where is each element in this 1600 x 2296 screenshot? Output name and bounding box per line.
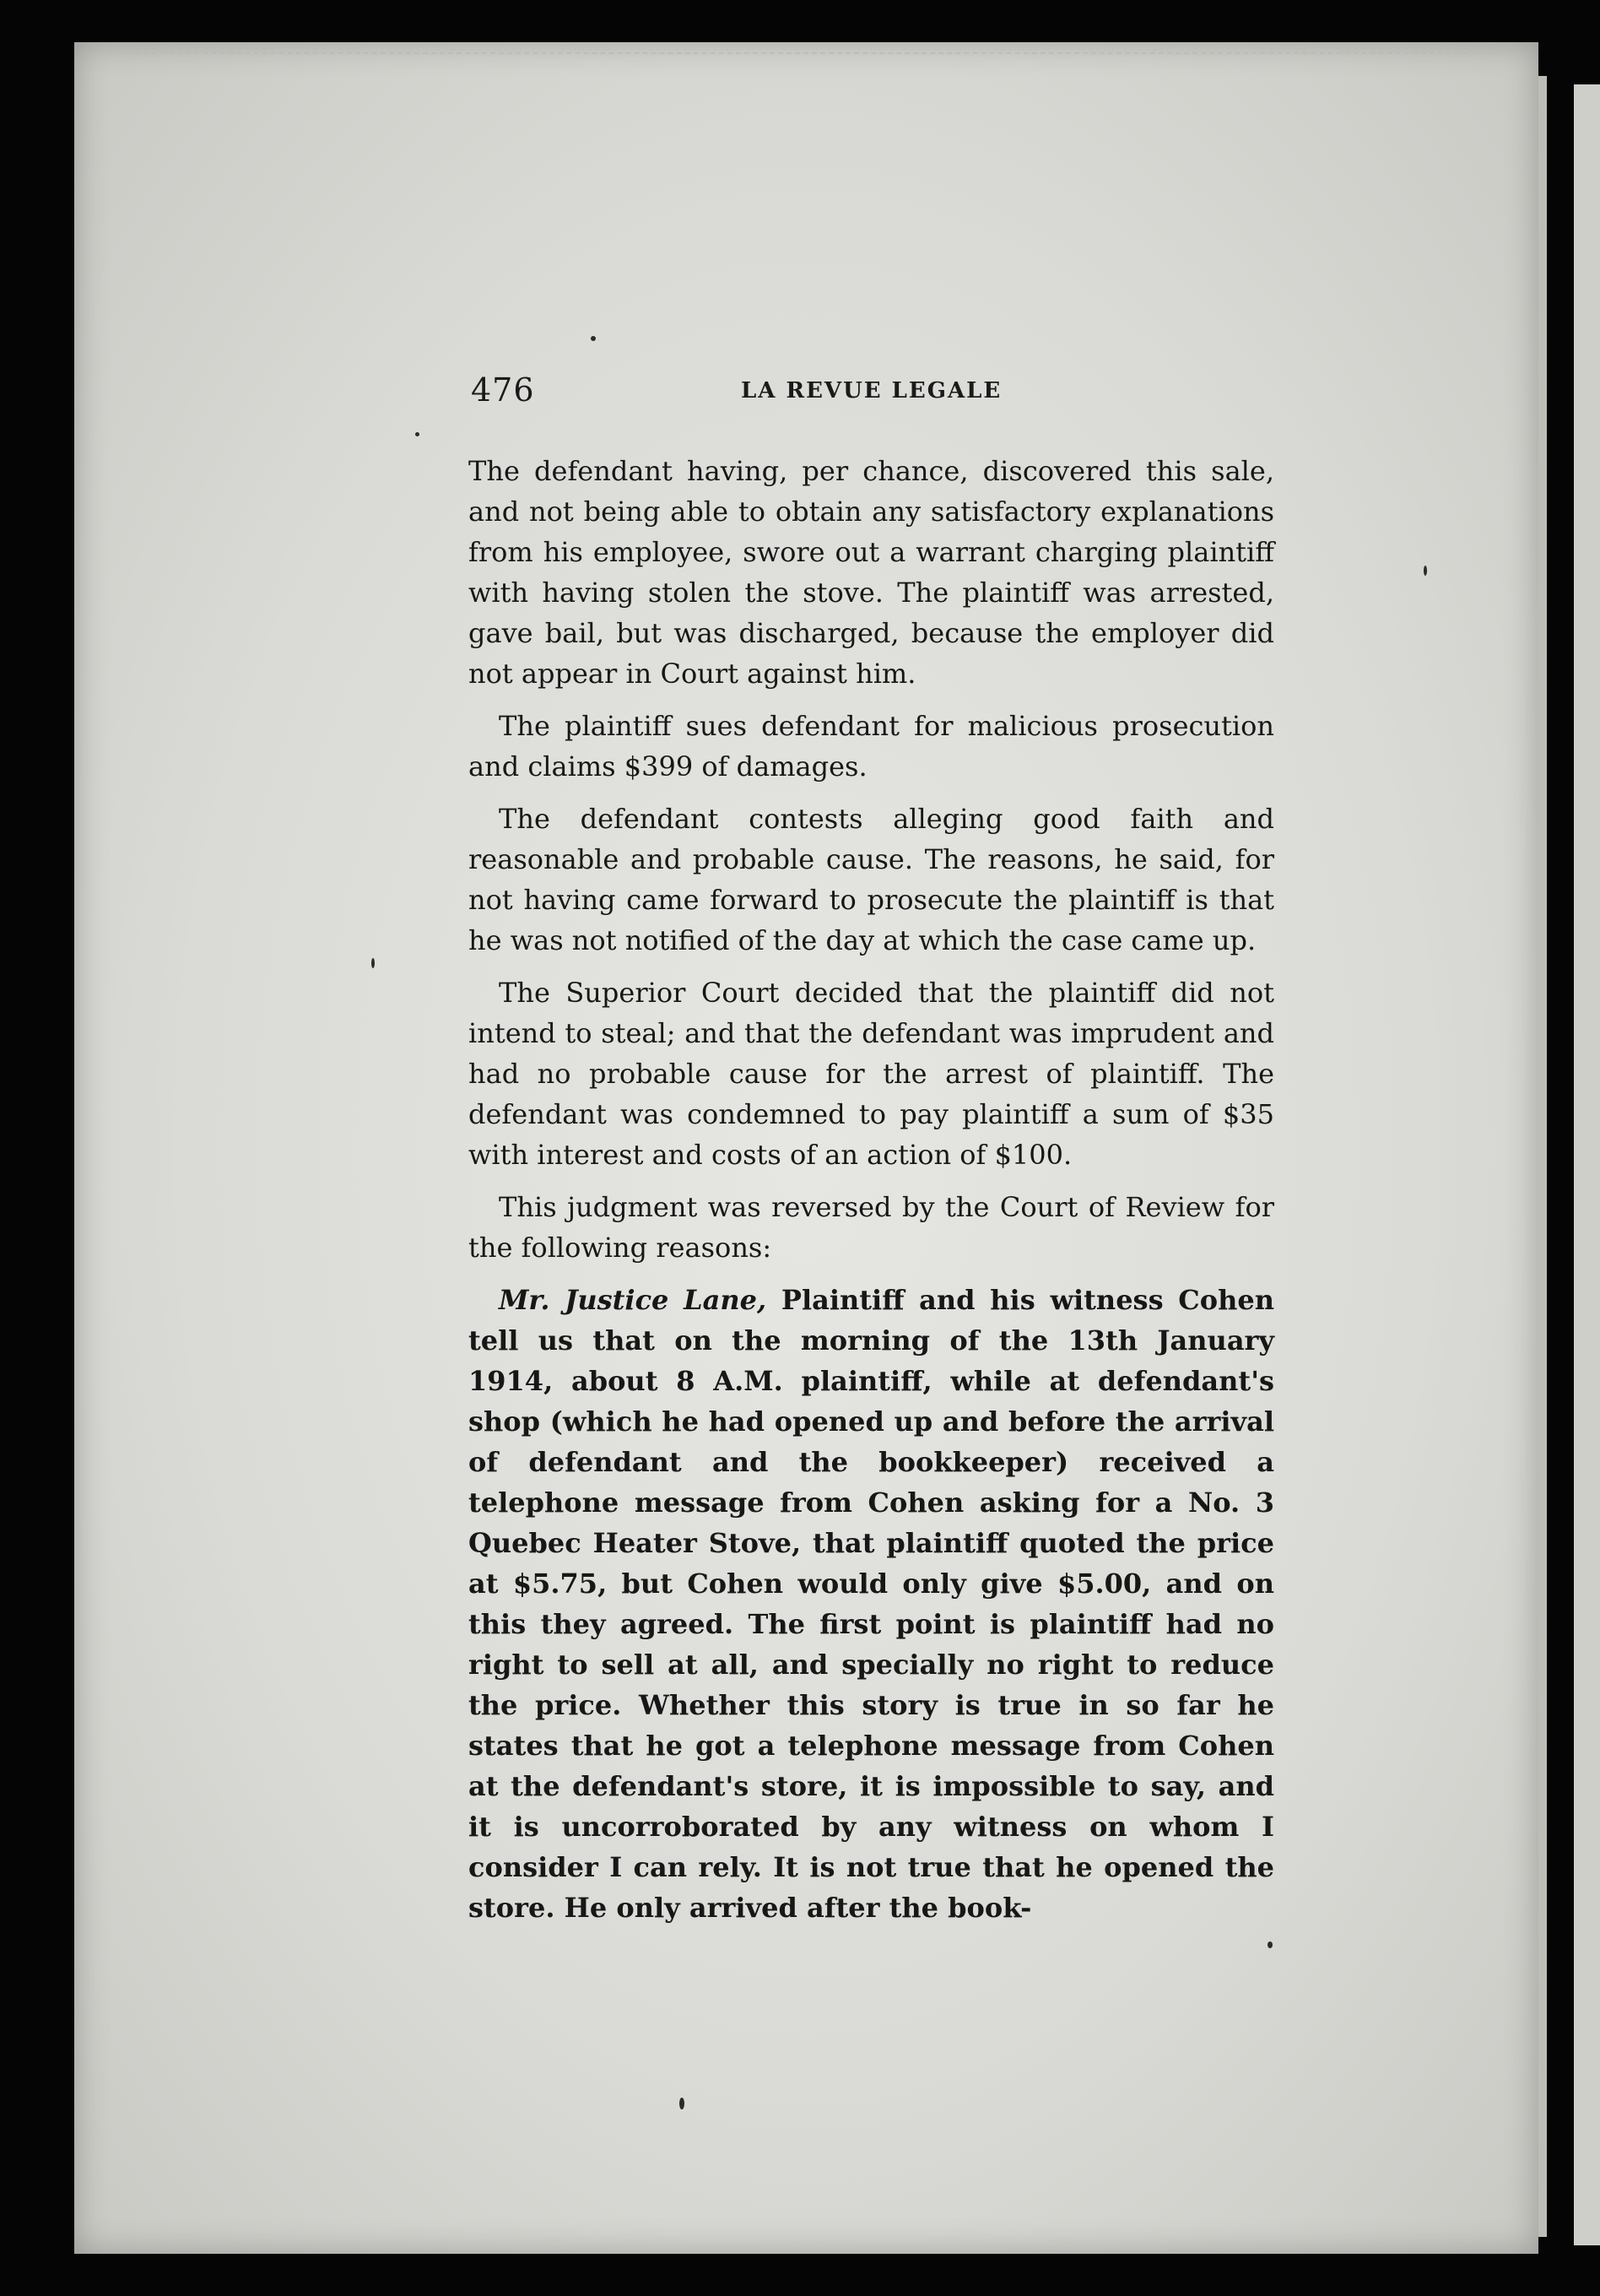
speaker-name: Mr. Justice Lane, — [499, 1284, 767, 1316]
paragraph-4: The Superior Court decided that the plaintiff did not intend to steal; and that the defendant was imprudent and had no probable cause for the arrest of plaintiff. The defendant was condemned to pay plaintiff a sum of $35 with interest and costs of an action of $100. — [468, 977, 1274, 1171]
page-number: 476 — [471, 371, 535, 409]
scan-speck — [415, 432, 419, 436]
paragraph-2: The plaintiff sues defendant for malicious prosecution and claims $399 of damages. — [468, 710, 1274, 782]
judgment-text: Plaintiff and his witness Cohen tell us that on the morning of the 13th January 1914, about 8 A.M. plaintiff, while at defendant's shop (which he had opened up and before the arrival of defendant and the bookkeeper) received a telephone message from Cohen asking for a No. 3 Quebec Heater Stove, that plaintiff quoted the price at $5.75, but Cohen would only give $5.00, and on this they agreed. The first point is plaintiff had no right to sell at all, and specially no right to reduce the price. Whether this story is true in so far he states that he got a telephone message from Cohen at the defendant's store, it is impossible to say, and it is uncorroborated by any witness on whom I consider I can rely. It is not true that he opened the store. He only arrived after the book- — [468, 1284, 1275, 1924]
scan-speck — [591, 336, 596, 341]
running-title: LA REVUE LEGALE — [741, 378, 1003, 403]
scan-speck — [1424, 566, 1427, 576]
page-top-edge — [118, 52, 1494, 69]
facing-page-sliver — [1574, 84, 1600, 2245]
body-text — [468, 451, 1274, 1940]
scan-speck — [371, 958, 375, 968]
page-header — [471, 371, 1281, 422]
paragraph-1: The defendant having, per chance, discovered this sale, and not being able to obtain any satisfactory explanations from his employee, swore out a warrant charging plaintiff with having stolen the stove. The plaintiff was arrested, gave bail, but was discharged, because the employer did not appear in Court against him. — [468, 455, 1274, 690]
paragraph-3: The defendant contests alleging good faith and reasonable and probable cause. The reasons, he said, for not having came forward to prosecute the plaintiff is that he was not notified of the day at which the case came up. — [468, 803, 1274, 956]
page-edge — [1538, 76, 1547, 2237]
paragraph-5: This judgment was reversed by the Court of Review for the following reasons: — [468, 1191, 1274, 1264]
paragraph-6 — [468, 1280, 1274, 1928]
scan-speck — [1268, 1941, 1273, 1948]
scan-speck — [679, 2098, 684, 2109]
